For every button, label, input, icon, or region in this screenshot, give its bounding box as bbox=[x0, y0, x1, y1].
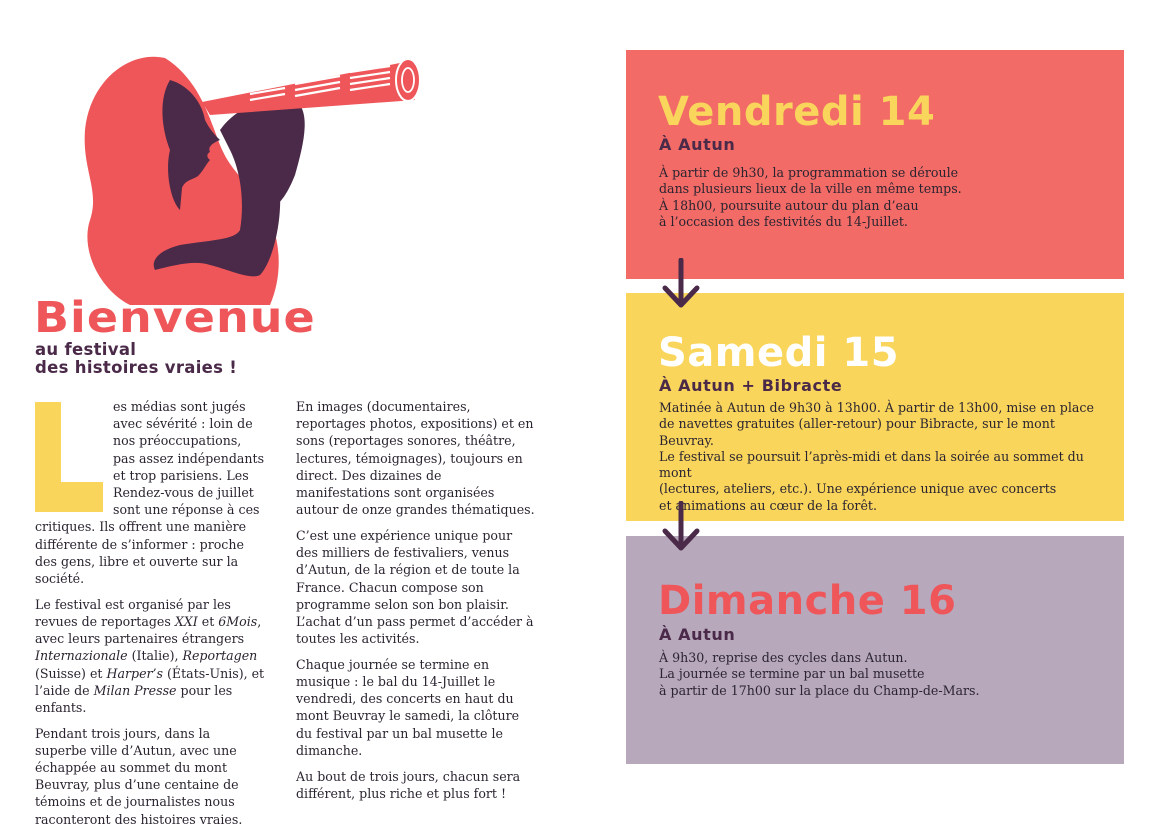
text-line: À 18h00, poursuite autour du plan d’eau bbox=[659, 197, 919, 213]
intro-column-1 bbox=[35, 398, 265, 836]
publication-name: Internazionale bbox=[35, 648, 128, 664]
text-run: Le festival est organisé par les revues de reportages bbox=[35, 596, 231, 629]
day-title: Vendredi 14 bbox=[658, 89, 936, 135]
publication-name: Harper’s bbox=[106, 665, 164, 681]
text-line: (lectures, ateliers, etc.). Une expérience unique avec concerts bbox=[659, 481, 1057, 497]
day-box-samedi bbox=[626, 293, 1124, 521]
paragraph: Pendant trois jours, dans la superbe ville d’Autun, avec une échappée au sommet du mont Beuvray, plus d’une centaine de témoins et de journalistes nous raconteront des histoires vraies. bbox=[35, 725, 243, 827]
woman-with-newspaper-telescope-icon bbox=[70, 40, 450, 315]
arrow-down-icon bbox=[661, 258, 701, 310]
subtitle-line-1: au festival bbox=[35, 340, 137, 359]
intro-column-2 bbox=[296, 398, 536, 810]
day-location: À Autun + Bibracte bbox=[659, 376, 843, 395]
text-run: et bbox=[197, 613, 219, 629]
text-line: à l’occasion des festivités du 14-Juillet. bbox=[659, 213, 908, 229]
dropcap-letter bbox=[35, 402, 103, 512]
text-line: Matinée à Autun de 9h30 à 13h00. À partir de 13h00, mise en place bbox=[659, 400, 1094, 415]
day-description bbox=[659, 400, 1109, 514]
day-title: Dimanche 16 bbox=[658, 578, 957, 624]
day-title: Samedi 15 bbox=[658, 330, 900, 376]
page-title: Bienvenue bbox=[34, 292, 316, 342]
text-run: (Suisse) et bbox=[35, 665, 107, 681]
paragraph-text: es médias sont jugés avec sévérité : loin de nos préoccupations, pas assez indépendants et trop parisiens. Les Rendez-vous de juillet sont une réponse à ces critiques. Ils offrent une manière différente de s’informer : proche des gens, libre et ouverte sur la société. bbox=[35, 399, 265, 587]
day-box-dimanche bbox=[626, 536, 1124, 764]
text-run: pour les enfants. bbox=[35, 682, 233, 715]
day-location: À Autun bbox=[659, 625, 736, 644]
text-line: La journée se termine par un bal musette bbox=[659, 666, 925, 682]
day-box-vendredi bbox=[626, 50, 1124, 279]
text-line: à partir de 17h00 sur la place du Champ-de-Mars. bbox=[659, 682, 980, 698]
text-run: (Italie), bbox=[127, 648, 183, 664]
day-description bbox=[659, 650, 1109, 699]
text-line: dans plusieurs lieux de la ville en même temps. bbox=[659, 181, 962, 197]
text-line: de navettes gratuites (aller-retour) pour Bibracte, sur le mont Beuvray. bbox=[659, 416, 1055, 448]
dropcap-cutout bbox=[61, 402, 103, 482]
organizers-paragraph bbox=[35, 596, 265, 716]
text-run: , avec leurs partenaires étrangers bbox=[35, 613, 262, 647]
paragraph: En images (documentaires, reportages photos, expositions) et en sons (reportages sonores, théâtre, lectures, témoignages), toujours en direct. Des dizaines de manifestations sont organisées autour de onze grandes thématiques. bbox=[296, 399, 535, 518]
publication-name: Reportagen bbox=[182, 648, 258, 664]
text-line: À 9h30, reprise des cycles dans Autun. bbox=[659, 650, 908, 665]
paragraph: Chaque journée se termine en musique : le bal du 14-Juillet le vendredi, des concerts en haut du mont Beuvray le samedi, la clôture du festival par un bal musette le dimanche. bbox=[296, 656, 520, 758]
text-line: Le festival se poursuit l’après-midi et dans la soirée au sommet du mont bbox=[659, 448, 1084, 481]
paragraph: C’est une expérience unique pour des milliers de festivaliers, venus d’Autun, de la région et de toute la France. Chacun compose son programme selon son bon plaisir. L’achat d’un pass permet d’accéder à toutes les activités. bbox=[296, 527, 534, 647]
day-location: À Autun bbox=[659, 135, 736, 154]
text-run: (États-Unis), et l’aide de bbox=[35, 665, 265, 698]
dropcap-stem bbox=[35, 402, 61, 512]
text-line: et animations au cœur de la forêt. bbox=[659, 497, 877, 513]
page-subtitle bbox=[35, 341, 237, 377]
arrow-down-icon bbox=[661, 501, 701, 553]
day-description bbox=[659, 165, 1109, 230]
intro-paragraph bbox=[35, 398, 265, 587]
publication-name: Milan Presse bbox=[93, 682, 177, 698]
publication-name: XXI bbox=[174, 613, 198, 629]
paragraph: Au bout de trois jours, chacun sera différent, plus riche et plus fort ! bbox=[296, 768, 521, 801]
text-line: À partir de 9h30, la programmation se déroule bbox=[659, 165, 959, 180]
subtitle-line-2: des histoires vraies ! bbox=[35, 358, 238, 377]
publication-name: 6Mois bbox=[218, 613, 258, 629]
